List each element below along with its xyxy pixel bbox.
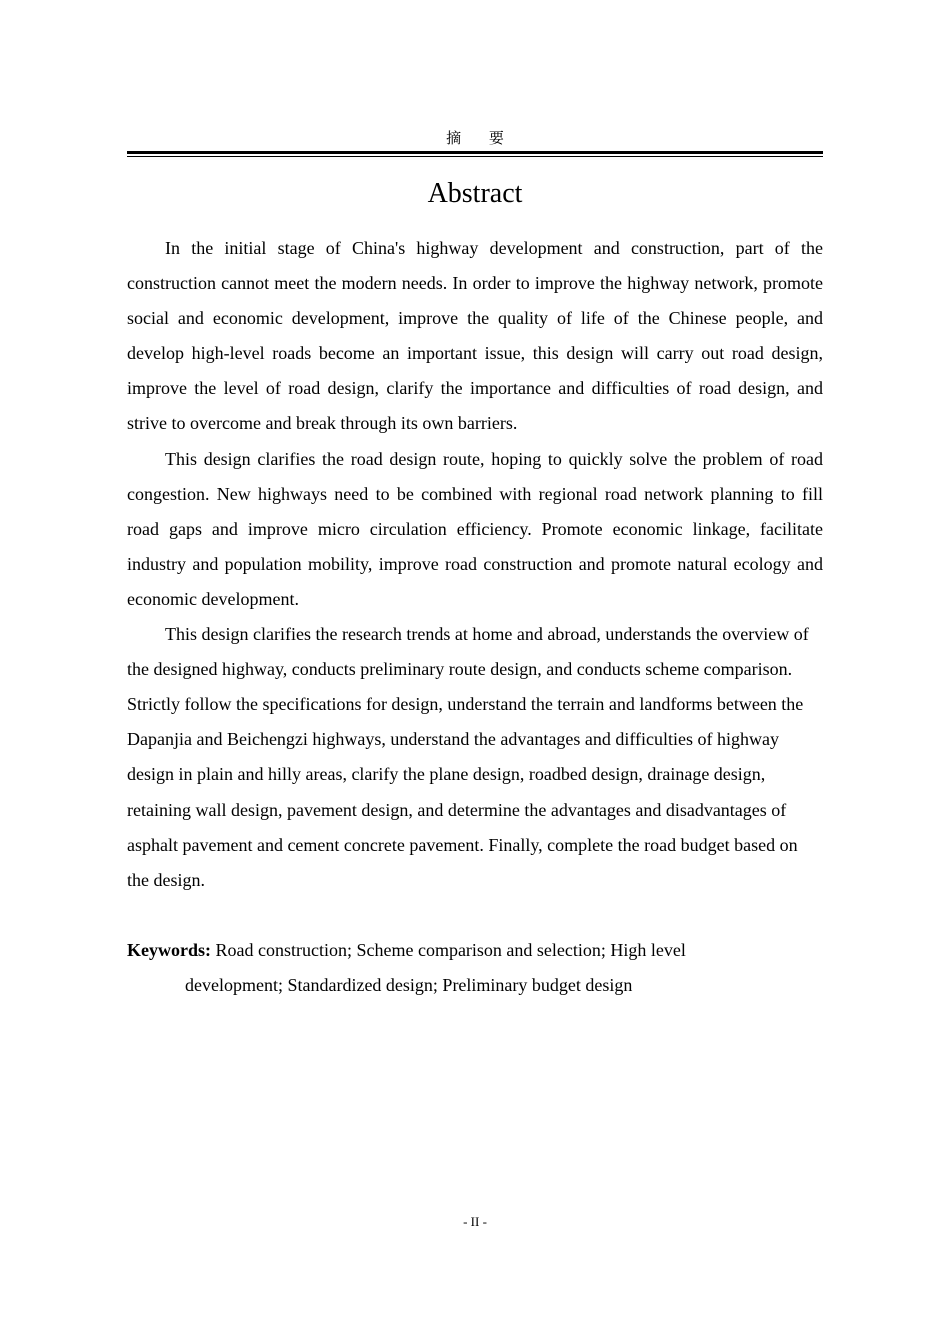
keywords-block xyxy=(127,933,727,1003)
document-page xyxy=(127,0,823,1344)
abstract-paragraph-1: In the initial stage of China's highway development and construction, part of the construction cannot meet the modern needs. In order to improve the highway network, promote social and economic development, improve the quality of life of the Chinese people, and develop high-level roads become an important issue, this design will carry out road design, improve the level of road design, clarify the importance and difficulties of road design, and strive to overcome and break through its own barriers. xyxy=(127,238,823,434)
running-header: 摘 要 xyxy=(446,131,516,147)
page-number: - II - xyxy=(463,1214,487,1229)
header-rule-thick xyxy=(127,151,823,154)
header-rule-thin xyxy=(127,156,823,157)
keywords-text: Road construction; Scheme comparison and selection; High level development; Standardized design; Preliminary budget design xyxy=(185,940,686,996)
keywords-label: Keywords: xyxy=(127,940,211,960)
page-title: Abstract xyxy=(427,178,523,209)
abstract-body xyxy=(127,231,823,898)
abstract-paragraph-2: This design clarifies the road design route, hoping to quickly solve the problem of road congestion. New highways need to be combined with regional road network planning to fill road gaps and improve micro circulation efficiency. Promote economic linkage, facilitate industry and population mobility, improve road construction and promote natural ecology and economic development. xyxy=(127,448,823,609)
abstract-paragraph-3: This design clarifies the research trends at home and abroad, understands the overview of the designed highway, conducts preliminary route design, and conducts scheme comparison. Strictly follow the specifications for design, understand the terrain and landforms between the Dapanjia and Beichengzi highways, understand the advantages and difficulties of highway design in plain and hilly areas, clarify the plane design, roadbed design, drainage design, retaining wall design, pavement design, and determine the advantages and disadvantages of asphalt pavement and cement concrete pavement. Finally, complete the road budget based on the design. xyxy=(127,624,809,890)
